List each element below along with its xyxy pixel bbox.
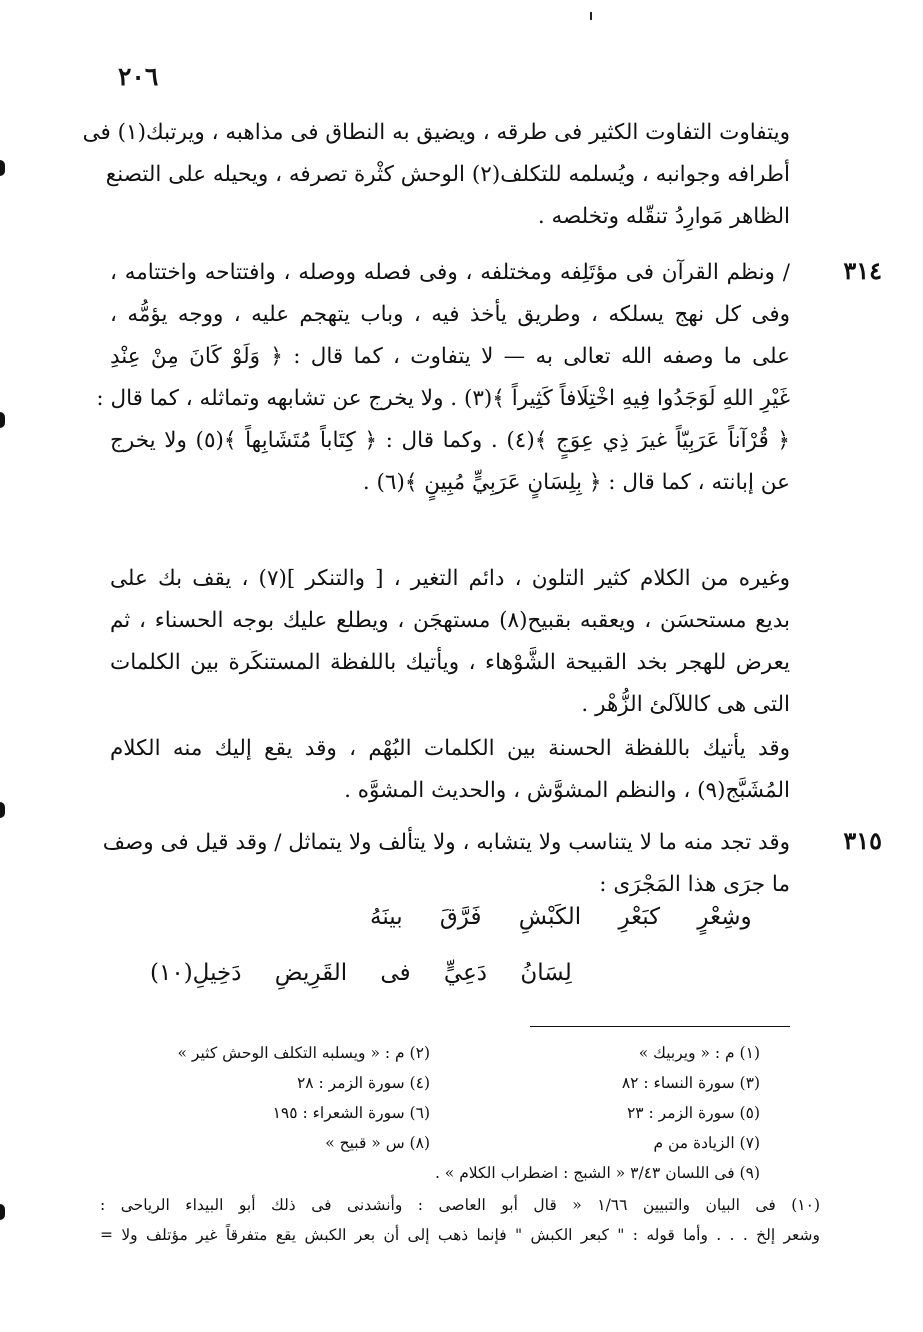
- verse-line-2: لِسَانُ دَعِيٍّ فى القَرِيضِ دَخِيلِ(١٠): [150, 960, 572, 986]
- margin-number: ٣١٤: [843, 256, 882, 285]
- text-line: يعرض للهجر بخد القبيحة الشَّوْهاء ، ويأتيك باللفظة المستنكَرة بين الكلمات: [110, 650, 790, 675]
- paragraph-4: [110, 728, 790, 812]
- text-line: وغيره من الكلام كثير التلون ، دائم التغير ، [ والتنكر ](٧) ، يقف بك على: [110, 566, 790, 591]
- footnote: (١) م : « ويربيك »: [638, 1044, 760, 1062]
- footnote-row: [100, 1098, 760, 1128]
- text-line: / ونظم القرآن فى مؤتَلِفه ومختلفه ، وفى فصله ووصله ، وافتتاحه واختتامه ،: [110, 260, 790, 285]
- footnote: (٨) س « قبيح »: [325, 1134, 430, 1152]
- footnote: (٤) سورة الزمر : ٢٨: [296, 1074, 430, 1092]
- footnote: (١٠) فى البيان والتبيين ١/٦٦ « قال أبو العاصى : وأنشدنى فى ذلك أبو البيداء الرياحى :: [100, 1196, 820, 1214]
- footnote-separator: [530, 1026, 790, 1027]
- text-line: ما جرَى هذا المَجْرَى :: [599, 872, 790, 897]
- binding-hole-mark: [0, 1204, 5, 1220]
- verse-line-1: وشِعْرٍ كبَعْرِ الكَبْشِ فَرَّقَ بينَهُ: [370, 904, 752, 930]
- page-number: ٢٠٦: [118, 62, 159, 91]
- text-line: ﴿ قُرْآناً عَرَبِيّاً غيرَ ذِي عِوَجٍ ﴾(٤) . وكما قال : ﴿ كِتَاباً مُتَشَابِهاً ﴾(٥) ولا يخرج: [110, 428, 790, 453]
- text-line: بديع مستحسَن ، ويعقبه بقبيح(٨) مستهجَن ، ويطلع عليك بوجه الحسناء ، ثم: [110, 608, 790, 633]
- text-line: أطرافه وجوانبه ، ويُسلمه للتكلف(٢) الوحش كثْرة تصرفه ، ويحيله على التصنع: [105, 162, 790, 187]
- paragraph-3: [110, 558, 790, 726]
- paragraph-5: [102, 822, 790, 906]
- text-line: التى هى كاللآلئ الزُّهْر .: [581, 692, 790, 717]
- margin-number: ٣١٥: [843, 826, 882, 855]
- scan-mark: [590, 12, 592, 20]
- text-line: المُشَبَّج(٩) ، والنظم المشوَّش ، والحديث المشوَّه .: [344, 778, 790, 803]
- paragraph-2: [96, 252, 790, 504]
- text-line: الظاهر مَوارِدُ تنقّله وتخلصه .: [537, 204, 790, 229]
- text-line: على ما وصفه الله تعالى به — لا يتفاوت ، كما قال : ﴿ وَلَوْ كَانَ مِنْ عِنْدِ: [110, 344, 790, 369]
- footnote: (٦) سورة الشعراء : ١٩٥: [272, 1104, 430, 1122]
- text-line: وفى كل نهج يسلكه ، وطريق يأخذ فيه ، وباب يتهجم عليه ، ووجه يؤمُّه ،: [110, 302, 790, 327]
- footnote: (٧) الزيادة من م: [653, 1134, 760, 1152]
- footnote: (٩) فى اللسان ٣/٤٣ « الشبج : اضطراب الكلام » .: [434, 1164, 760, 1182]
- footnote-continuation: وشعر إلخ . . . وأما قوله : " كبعر الكبش " فإنما ذهب إلى أن بعر الكبش يقع متفرقاً غير مؤتلف ولا =: [100, 1226, 820, 1244]
- binding-hole-mark: [0, 802, 5, 818]
- footnote-row: [100, 1128, 760, 1158]
- paragraph-1: [82, 112, 790, 238]
- text-line: وقد تجد منه ما لا يتناسب ولا يتشابه ، ولا يتألف ولا يتماثل / وقد قيل فى وصف: [102, 830, 790, 855]
- text-line: عن إبانته ، كما قال : ﴿ بِلِسَانٍ عَرَبِيٍّ مُبِينٍ ﴾(٦) .: [362, 470, 790, 495]
- text-line: ويتفاوت التفاوت الكثير فى طرقه ، ويضيق به النطاق فى مذاهبه ، ويرتبك(١) فى: [82, 120, 790, 145]
- footnotes: [100, 1038, 760, 1188]
- footnote-row: [100, 1038, 760, 1068]
- text-line: غَيْرِ اللهِ لَوَجَدُوا فِيهِ اخْتِلَافاً كَثِيراً ﴾(٣) . ولا يخرج عن تشابهه وتماثله ، كما قال :: [96, 386, 790, 411]
- binding-hole-mark: [0, 412, 5, 428]
- text-line: وقد يأتيك باللفظة الحسنة بين الكلمات البُهْم ، وقد يقع إليك منه الكلام: [110, 736, 790, 761]
- footnote: (٣) سورة النساء : ٨٢: [621, 1074, 760, 1092]
- footnote-row: [100, 1068, 760, 1098]
- binding-hole-mark: [0, 160, 5, 176]
- footnote: (٢) م : « ويسلبه التكلف الوحش كثير »: [177, 1044, 430, 1062]
- footnote: (٥) سورة الزمر : ٢٣: [626, 1104, 760, 1122]
